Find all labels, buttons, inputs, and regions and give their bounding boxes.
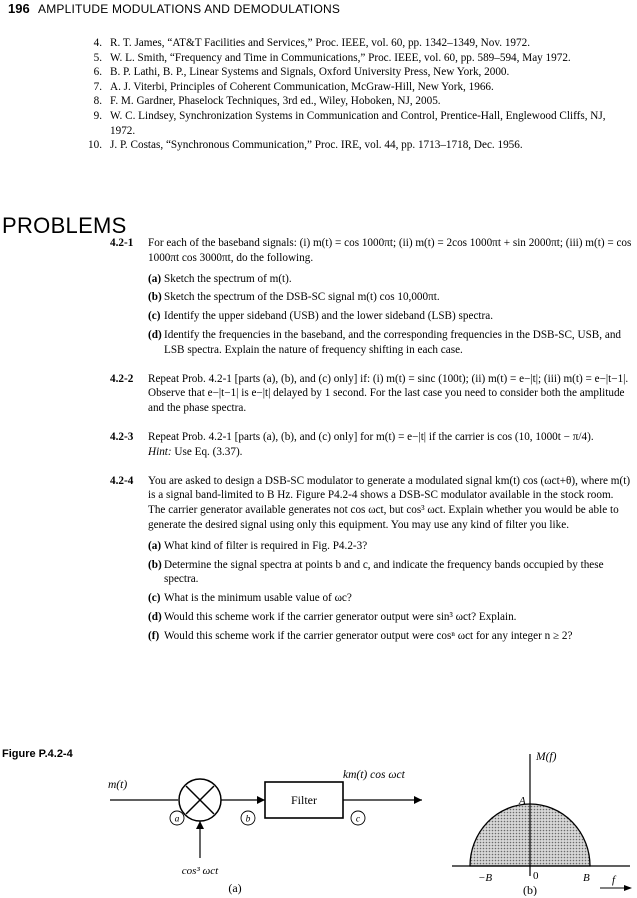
input-label: m(t) — [108, 779, 128, 791]
problem-4-2-3 — [110, 430, 633, 460]
caption-b: (b) — [523, 883, 537, 896]
problem-part: (d) Would this scheme work if the carrier generator output were sin³ ωct? Explain. — [148, 610, 517, 623]
neg-b-label: −B — [478, 872, 493, 884]
b-label: B — [583, 872, 590, 884]
problem-part: (c) What is the minimum usable value of ωc? — [148, 592, 352, 605]
output-label: km(t) cos ωct — [343, 769, 405, 781]
problem-list — [110, 236, 633, 648]
reference-item: 8. F. M. Gardner, Phaselock Techniques, 3rd ed., Wiley, Hoboken, NJ, 2005. — [93, 95, 441, 108]
reference-item: 9. W. C. Lindsey, Synchronization Systems in Communication and Control, Prentice-Hall, Englewood Cliffs, NJ, 1972. — [93, 109, 606, 137]
problem-4-2-4 — [110, 474, 633, 644]
section-title: PROBLEMS — [2, 213, 127, 238]
problem-hint — [148, 445, 633, 460]
problem-4-2-2 — [110, 372, 633, 416]
problem-parts — [148, 539, 633, 644]
origin-label: 0 — [533, 870, 539, 882]
problem-part: (d) Identify the frequencies in the baseband, and the corresponding frequencies in the DSB-SC, USB, and LSB spectra. Explain the nature of frequency shifting in each case. — [148, 328, 622, 356]
problem-text: Repeat Prob. 4.2-1 [parts (a), (b), and (c) only] for m(t) = e−|t| if the carrier is cos (10, 1000t − π/4). — [148, 430, 594, 443]
reference-list — [72, 36, 620, 153]
page-number: 196 — [8, 1, 30, 16]
xlabel: f — [612, 874, 616, 886]
filter-label: Filter — [291, 793, 317, 807]
point-c-label: c — [355, 814, 361, 825]
reference-item: 4. R. T. James, “AT&T Facilities and Services,” Proc. IEEE, vol. 60, pp. 1342–1349, Nov. 1972. — [93, 37, 530, 49]
problem-number: 4.2-1 — [110, 237, 134, 249]
problem-text: For each of the baseband signals: (i) m(t) = cos 1000πt; (ii) m(t) = 2cos 1000πt + sin 2000πt; (iii) m(t) = cos 1000πt cos 3000πt, do the following. — [148, 237, 632, 264]
page-header — [0, 0, 620, 18]
problem-number: 4.2-3 — [110, 430, 134, 443]
problem-part: (c) Identify the upper sideband (USB) and the lower sideband (LSB) spectra. — [148, 310, 494, 323]
problem-number: 4.2-2 — [110, 372, 134, 385]
problem-text: Repeat Prob. 4.2-1 [parts (a), (b), and (c) only] if: (i) m(t) = sinc (100t); (ii) m(t) = e−|t|; (iii) m(t) = e−|t−1|. Observe that e−|t−1| is e−|t| delayed by 1 second. For the last case you need to consider both the amplitude and the phase spectra. — [148, 372, 629, 415]
reference-item: 10. J. P. Costas, “Synchronous Communication,” Proc. IRE, vol. 44, pp. 1713–1718, Dec. 1956. — [88, 139, 523, 152]
figure-b-spectrum — [440, 748, 636, 896]
hint-label: Hint: — [148, 445, 172, 458]
reference-item: 5. W. L. Smith, “Frequency and Time in Communications,” Proc. IEEE, vol. 60, pp. 589–594, May 1972. — [93, 51, 571, 64]
problem-part: (a) What kind of filter is required in Fig. P4.2-3? — [148, 539, 368, 552]
problem-part: (b) Determine the signal spectra at points b and c, and indicate the frequency bands occupied by these spectra. — [148, 558, 604, 586]
reference-item: 7. A. J. Viterbi, Principles of Coherent Communication, McGraw-Hill, New York, 1966. — [93, 80, 494, 93]
peak-label: A — [519, 795, 526, 807]
problem-part: (f) Would this scheme work if the carrier generator output were cosⁿ ωct for any integer n ≥ 2? — [148, 629, 573, 642]
carrier-label: cos³ ωct — [181, 865, 219, 877]
ylabel: M(f) — [536, 751, 557, 763]
point-b-label: b — [245, 814, 251, 825]
problem-number: 4.2-4 — [110, 474, 134, 487]
reference-item: 6. B. P. Lathi, B. P., Linear Systems and Signals, Oxford University Press, New York, 2000. — [93, 66, 510, 79]
problem-4-2-1 — [110, 236, 633, 358]
hint-text: Use Eq. (3.37). — [174, 445, 243, 458]
problem-parts — [148, 272, 633, 358]
problem-text: You are asked to design a DSB-SC modulator to generate a modulated signal km(t) cos (ωct+θ), where m(t) is a signal band-limited to B Hz. Figure P4.2-4 shows a DSB-SC modulator available in the stock room. The carrier generator available generates not cos ωct, but cos³ ωct. Explain whether you would be able to generate the desired signal using only this equipment. You may use any kind of filter you like. — [148, 474, 631, 531]
problem-part: (a) Sketch the spectrum of m(t). — [148, 272, 292, 285]
running-head: AMPLITUDE MODULATIONS AND DEMODULATIONS — [38, 2, 341, 16]
caption-a: (a) — [228, 881, 242, 895]
point-a-label: a — [174, 814, 180, 825]
problem-part: (b) Sketch the spectrum of the DSB-SC signal m(t) cos 10,000πt. — [148, 291, 440, 304]
figure-label: Figure P.4.2-4 — [2, 748, 73, 760]
carrier-line — [161, 821, 200, 858]
figure-a-block-diagram — [100, 760, 440, 896]
